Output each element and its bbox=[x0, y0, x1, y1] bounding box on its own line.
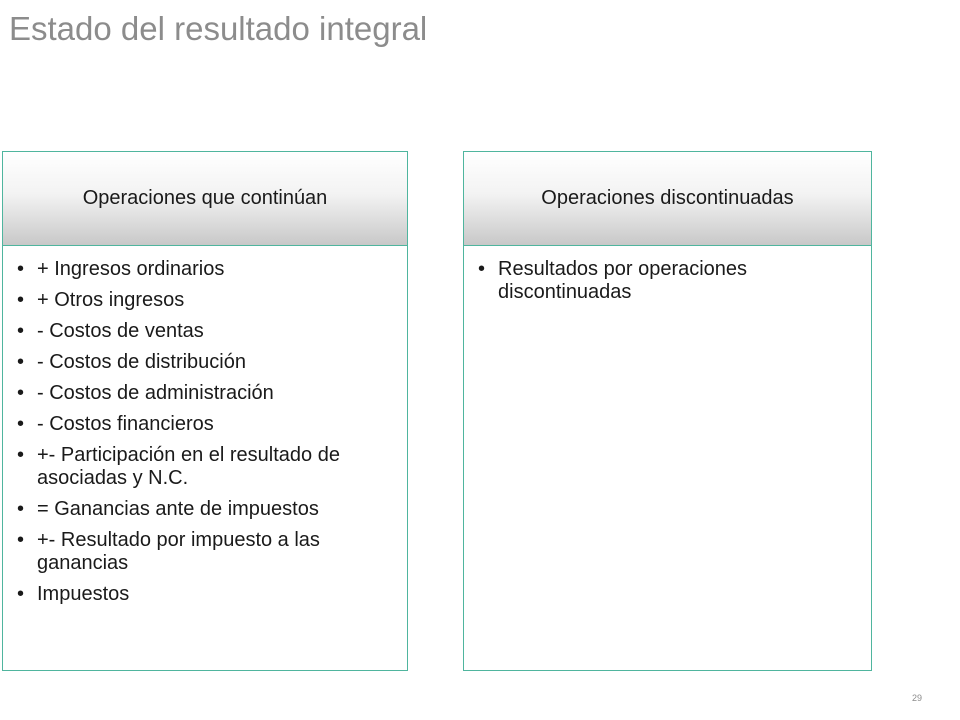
list-item-text: Impuestos bbox=[37, 583, 130, 605]
list-item bbox=[478, 258, 857, 304]
continuing-operations-list bbox=[3, 246, 407, 606]
list-item bbox=[17, 258, 393, 281]
bullet-icon: • bbox=[17, 583, 25, 605]
list-item bbox=[17, 289, 393, 312]
list-item bbox=[17, 351, 393, 374]
slide-title: Estado del resultado integral bbox=[9, 10, 428, 47]
list-item bbox=[17, 382, 393, 405]
list-item-text: Resultados por operaciones discontinuadas bbox=[498, 258, 748, 303]
list-item bbox=[17, 583, 393, 606]
bullet-icon: • bbox=[17, 382, 25, 404]
list-item-text: +- Resultado por impuesto a las ganancias bbox=[37, 529, 320, 574]
list-item bbox=[17, 529, 393, 575]
bullet-icon: • bbox=[17, 320, 25, 342]
panel-header bbox=[3, 152, 407, 246]
list-item-text: - Costos financieros bbox=[37, 413, 214, 435]
list-item-text: + Ingresos ordinarios bbox=[37, 258, 225, 280]
bullet-icon: • bbox=[17, 258, 25, 280]
slide-number: 29 bbox=[912, 693, 923, 703]
list-item-text: +- Participación en el resultado de asociadas y N.C. bbox=[37, 444, 340, 489]
list-item bbox=[17, 413, 393, 436]
bullet-icon: • bbox=[17, 529, 25, 551]
panel-discontinued-operations bbox=[463, 151, 872, 671]
list-item bbox=[17, 320, 393, 343]
panel-header bbox=[464, 152, 871, 246]
bullet-icon: • bbox=[17, 498, 25, 520]
list-item-text: - Costos de ventas bbox=[37, 320, 204, 342]
panel-continuing-operations bbox=[2, 151, 408, 671]
bullet-icon: • bbox=[17, 413, 25, 435]
bullet-icon: • bbox=[17, 444, 25, 466]
list-item-text: - Costos de administración bbox=[37, 382, 274, 404]
bullet-icon: • bbox=[17, 351, 25, 373]
list-item-text: = Ganancias ante de impuestos bbox=[37, 498, 319, 520]
panel-header-label: Operaciones discontinuadas bbox=[541, 187, 794, 209]
list-item bbox=[17, 498, 393, 521]
panel-header-label: Operaciones que continúan bbox=[82, 187, 328, 209]
list-item-text: + Otros ingresos bbox=[37, 289, 185, 311]
list-item bbox=[17, 444, 393, 490]
list-item-text: - Costos de distribución bbox=[37, 351, 246, 373]
bullet-icon: • bbox=[17, 289, 25, 311]
bullet-icon: • bbox=[478, 258, 486, 280]
discontinued-operations-list bbox=[464, 246, 871, 304]
